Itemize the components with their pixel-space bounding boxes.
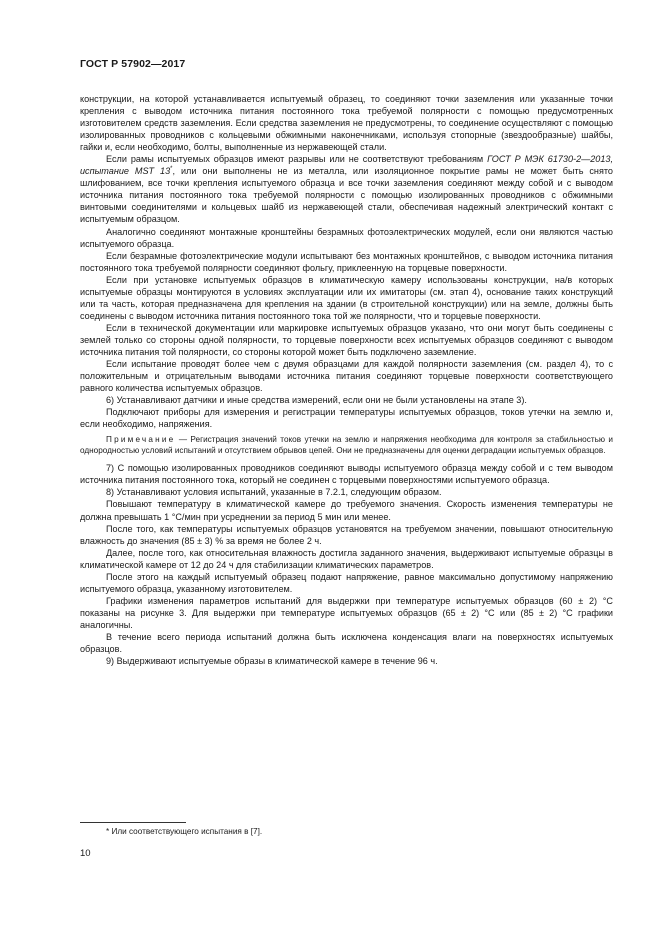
footnote: * Или соответствующего испытания в [7]. <box>106 827 263 836</box>
paragraph: Если в технической документации или маркировке испытуемых образцов указано, что они могут быть соединены с землей только со стороны одной полярности, то торцевые поверхности всех испытуемых образцов соединяют с выводом источника питания той полярности, со стороны которой может быть подключено заземление. <box>80 322 613 357</box>
footnote-divider <box>80 822 186 823</box>
note-text: — Регистрация значений токов утечки на землю и напряжения необходима для контроля за стабильностью и однородностью условий испытаний и отсутствием обрывов цепей. Они не предназначены для оценки деградации испытуемых образцов. <box>80 435 613 456</box>
paragraph: Далее, после того, как относительная влажность достигла заданного значения, выдерживают испытуемые образцы в климатической камере от 12 до 24 ч для стабилизации климатических параметров. <box>80 547 613 570</box>
paragraph: Подключают приборы для измерения и регистрации температуры испытуемых образцов, токов утечки на землю и, если необходимо, напряжения. <box>80 407 613 430</box>
note-label: Примечание <box>106 435 176 445</box>
paragraph: 6) Устанавливают датчики и иные средства измерений, если они не были установлены на этапе 3). <box>106 395 527 406</box>
footnote-marker: * <box>170 166 173 173</box>
paragraph: После того, как температуры испытуемых образцов установятся на требуемом значении, повышают относительную влажность до значения (85 ± 3) % за время не более 2 ч. <box>80 523 613 546</box>
paragraph-text: , или они выполнены не из металла, или изоляционное покрытие рамы не может быть снято шлифованием, все точки крепления испытуемого образца и все точки заземления соединяют между собой и с выводом источника питания постоянного тока требуемой полярности с помощью изолированных проводников с обжимными винтовыми соединителями и кольцевых шайб из нержавеющей стали, обеспечивая надежный электрический контакт с испытуемым образцом. <box>80 166 613 225</box>
note-block <box>80 434 613 456</box>
paragraph: 8) Устанавливают условия испытаний, указанные в 7.2.1, следующим образом. <box>106 487 442 498</box>
paragraph-frames <box>80 153 613 225</box>
body-text <box>80 93 613 667</box>
paragraph: 7) С помощью изолированных проводников соединяют выводы испытуемого образца между собой и с тем выводом источника питания постоянного тока, который не соединен с торцевыми поверхностями испытуемого образца. <box>80 463 613 486</box>
standard-header: ГОСТ Р 57902—2017 <box>80 58 186 70</box>
page-number: 10 <box>80 848 91 859</box>
paragraph: конструкции, на которой устанавливается испытуемый образец, то соединяют точки заземления или указанные точки крепления с выводом источника питания постоянного тока требуемой полярности с помощью предусмотренных изготовителем средств заземления. Если средства заземления не предусмотрены, то соединение осуществляют с помощью изолированных проводников с кольцевыми обжимными наконечниками, используя стопорные (звездообразные) шайбы, гайки и, если необходимо, болты, выполненные из нержавеющей стали. <box>80 94 613 153</box>
paragraph: Если при установке испытуемых образцов в климатическую камеру использованы конструкции, на/в которых испытуемые образцы монтируются в условиях эксплуатации или их имитаторы (см. этап 4), основание таких конструкций или та часть, которая предназначена для крепления на здании (в строительной конструкции) или на земле, должны быть соединены с выводом источника питания постоянного тока той же полярности, что и торцевые поверхности. <box>80 274 613 321</box>
paragraph: Повышают температуру в климатической камере до требуемого значения. Скорость изменения температуры не должна превышать 1 °С/мин при усреднении за период 5 мин или менее. <box>80 499 613 522</box>
paragraph: Графики изменения параметров испытаний для выдержки при температуре испытуемых образцов (60 ± 2) °С показаны на рисунке 3. Для выдержки при температуре испытуемых образцов (65 ± 2) °С или (85 ± 2) °С графики аналогичны. <box>80 595 613 630</box>
standard-reference: ГОСТ Р МЭК 61730-2—2013, испытание MST 13 <box>80 154 613 177</box>
paragraph: 9) Выдерживают испытуемые образы в климатической камере в течение 96 ч. <box>106 656 438 667</box>
paragraph: В течение всего периода испытаний должна быть исключена конденсация влаги на поверхностях испытуемых образцов. <box>80 631 613 655</box>
paragraph: Если безрамные фотоэлектрические модули испытывают без монтажных кронштейнов, с выводом источника питания постоянного тока требуемой полярности соединяют фольгу, приклеенную на торцевые поверхности. <box>80 250 613 273</box>
paragraph: После этого на каждый испытуемый образец подают напряжение, равное максимально допустимому напряжению испытуемого образца, указанному изготовителем. <box>80 571 613 594</box>
paragraph: Если испытание проводят более чем с двумя образцами для каждой полярности заземления (см. раздел 4), то с положительным и отрицательным выводами источника питания соединяют торцевые поверхности соответствующего равного количества испытуемых образцов. <box>80 359 613 394</box>
paragraph: Аналогично соединяют монтажные кронштейны безрамных фотоэлектрических модулей, если они являются частью испытуемого образца. <box>80 226 613 249</box>
paragraph-text: Если рамы испытуемых образцов имеют разрывы или не соответствуют требованиям <box>106 154 488 165</box>
